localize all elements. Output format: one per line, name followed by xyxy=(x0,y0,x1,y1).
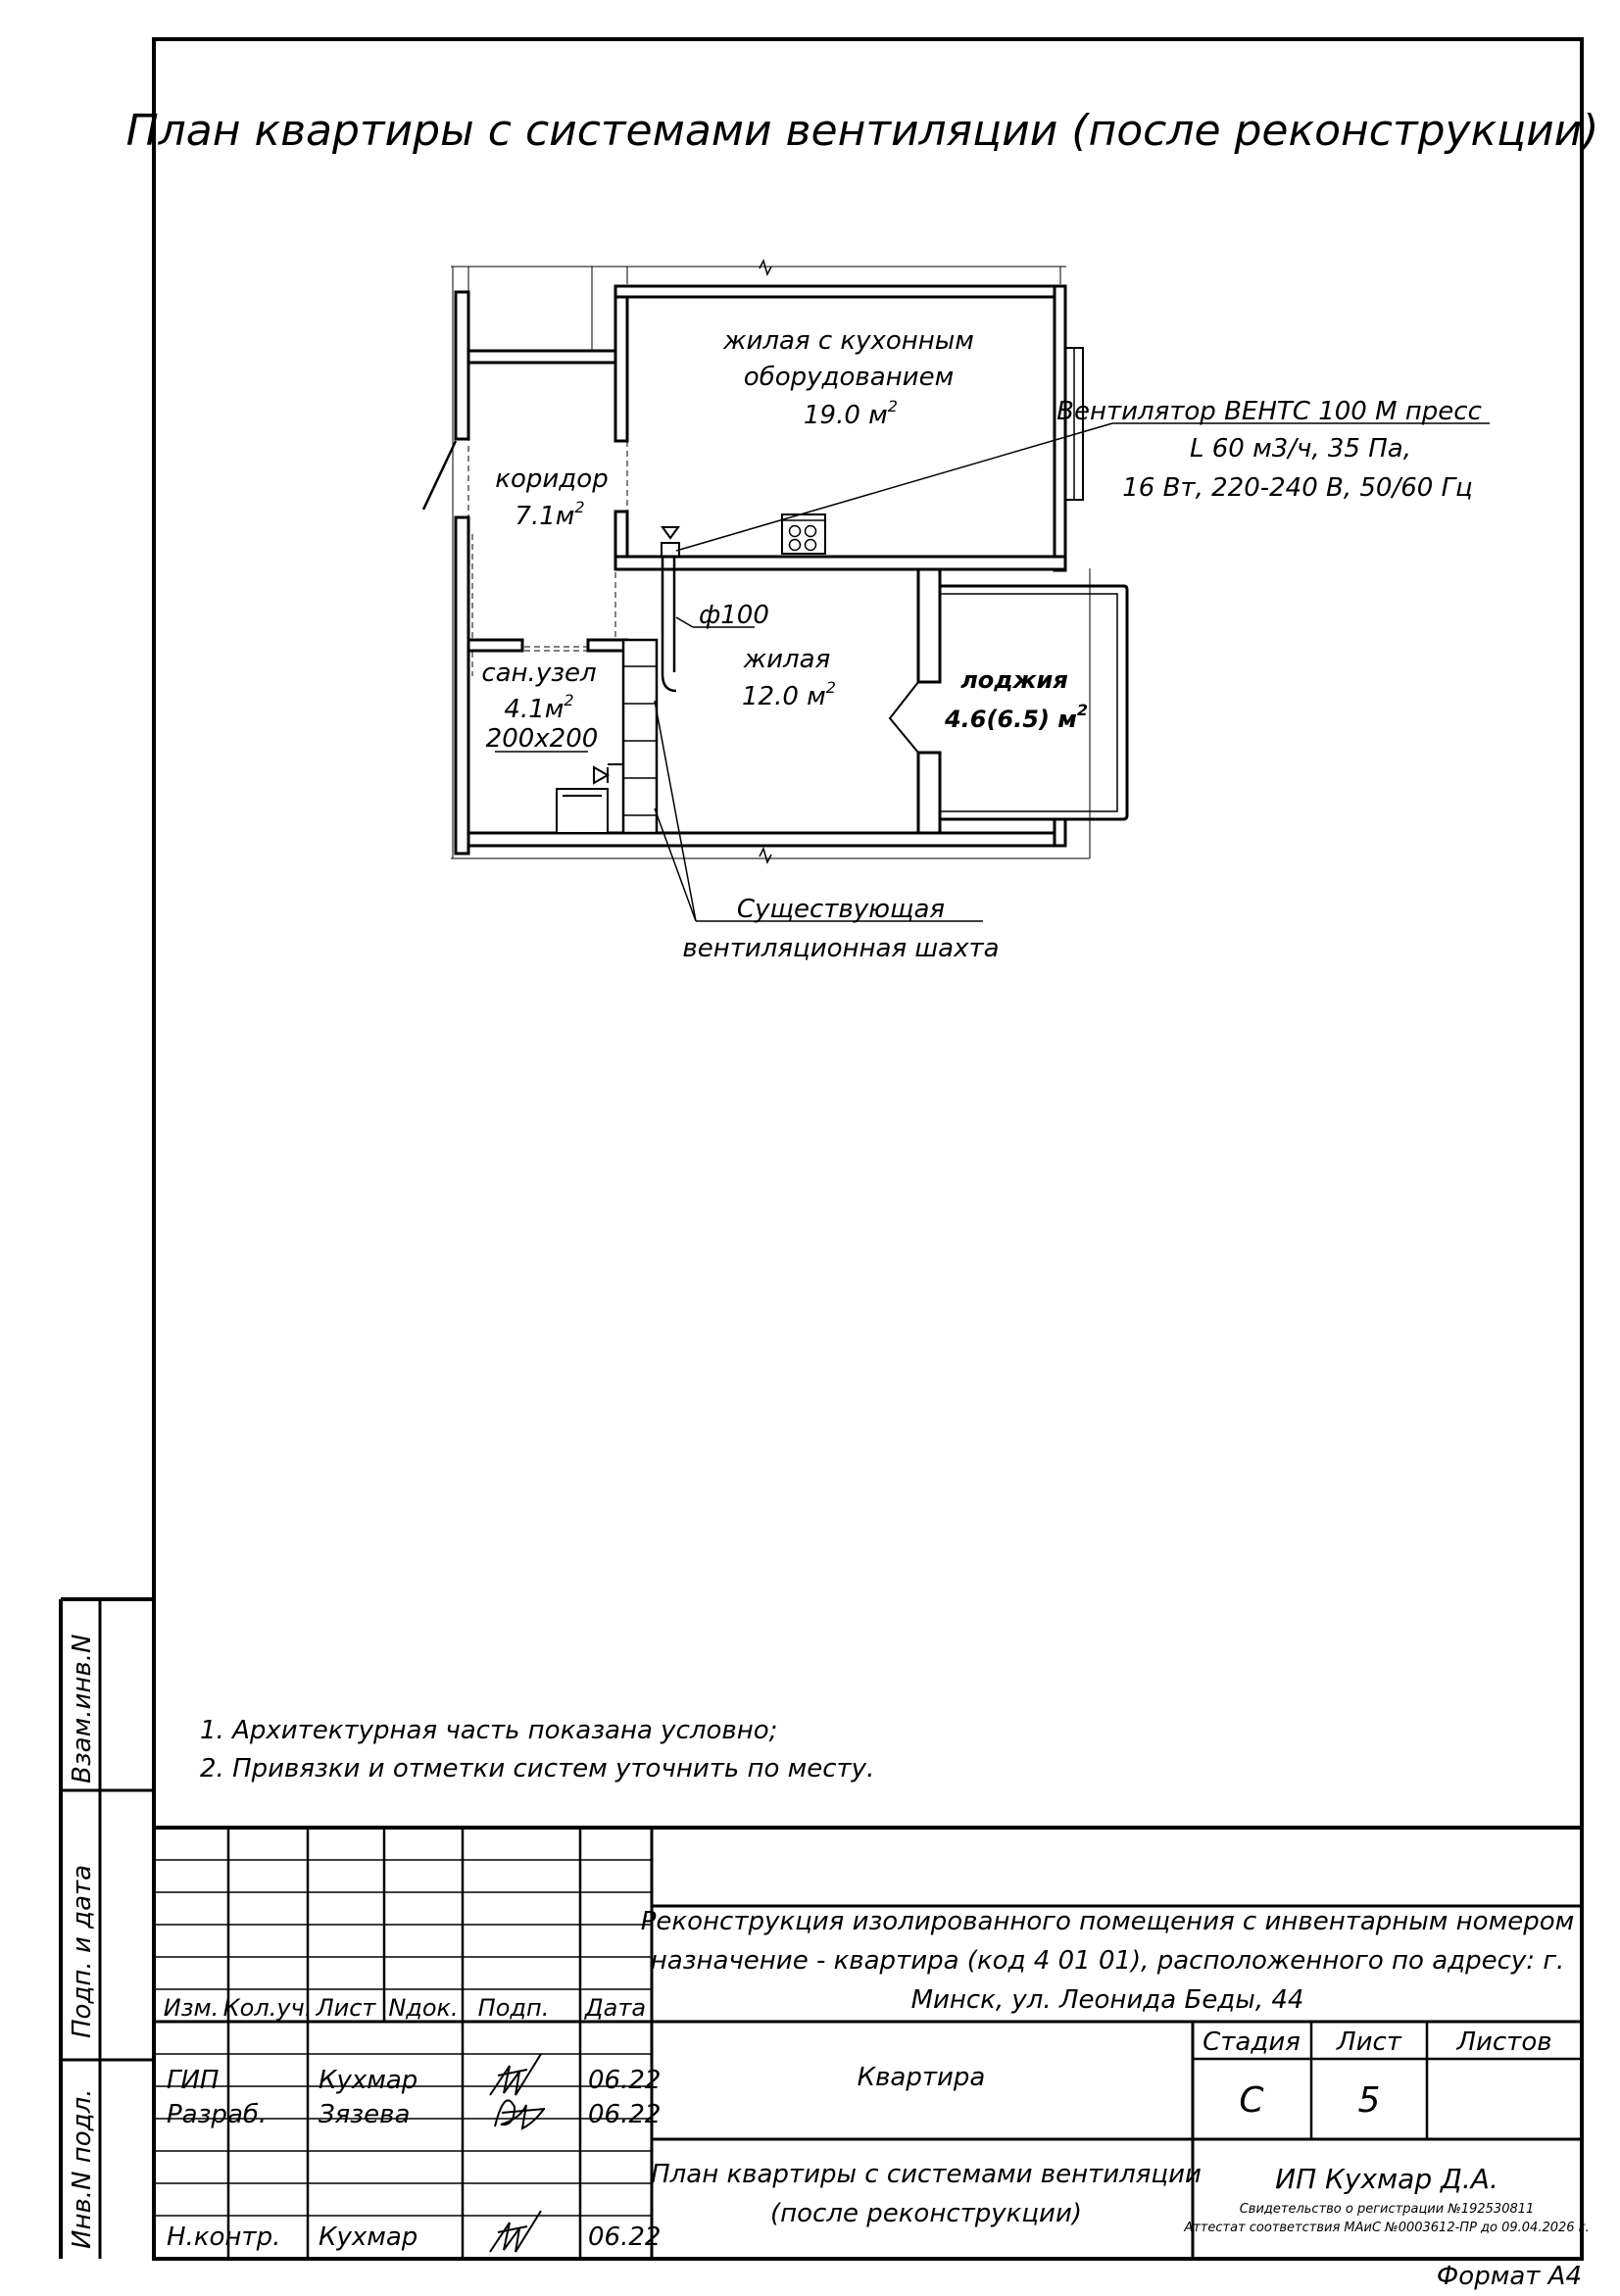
tb-project-line2: назначение - квартира (код 4 01 01), расположенного по адресу: г. xyxy=(650,1946,1565,1976)
room-living-label: жилая xyxy=(743,645,831,674)
signature-nkontr xyxy=(490,2211,541,2252)
signature-razrab xyxy=(495,2100,545,2128)
fan-icon xyxy=(662,527,679,557)
side-stamp-vzam: Взам.инв.N xyxy=(68,1634,97,1783)
room-corridor-area: $7.1м^2$ xyxy=(515,498,585,531)
tb-drawing-line1: План квартиры с системами вентиляции xyxy=(651,2160,1202,2189)
room-living-area: 12.0 $м^2$ xyxy=(742,678,836,711)
tb-project-line1: Реконструкция изолированного помещения с инвентарным номером xyxy=(640,1907,1575,1936)
room-loggia-label: лоджия xyxy=(960,666,1068,694)
tb-company: ИП Кухмар Д.А. xyxy=(1275,2163,1498,2195)
tb-sheet-label: Лист xyxy=(1337,2027,1401,2057)
tb-name-razrab: Зязева xyxy=(319,2100,411,2129)
tb-date-razrab: 06.22 xyxy=(588,2100,662,2129)
page-title: План квартиры с системами вентиляции (после реконструкции) xyxy=(125,106,1599,156)
grille-size: 200х200 xyxy=(485,724,599,754)
note-2: 2. Привязки и отметки систем уточнить по месту. xyxy=(200,1754,875,1783)
tb-role-nkontr: Н.контр. xyxy=(167,2223,281,2252)
tb-header-kol: Кол.уч. xyxy=(222,1994,313,2022)
format-label: Формат А4 xyxy=(1436,2262,1582,2291)
side-stamp-inv: Инв.N подл. xyxy=(68,2088,97,2249)
tb-name-nkontr: Кухмар xyxy=(319,2223,418,2252)
room-bathroom-area: $4.1м^2$ xyxy=(504,691,574,724)
tb-date-nkontr: 06.22 xyxy=(588,2223,662,2252)
grille-icon xyxy=(594,767,608,783)
tb-sheets-label: Листов xyxy=(1456,2027,1552,2057)
fan-callout-line2: L 60 м3/ч, 35 Па, xyxy=(1189,434,1412,464)
room-loggia-area: 4.6(6.5) $м^2$ xyxy=(944,701,1089,733)
shaft-callout-line1: Существующая xyxy=(736,895,946,924)
room-kitchen-area: 19.0 $м^2$ xyxy=(804,397,898,430)
tb-sheet-value: 5 xyxy=(1357,2080,1381,2121)
shaft-callout-line2: вентиляционная шахта xyxy=(682,934,1000,963)
tb-stage-value: С xyxy=(1239,2080,1264,2121)
tb-reg: Свидетельство о регистрации №192530811 xyxy=(1239,2202,1535,2217)
fan-callout-line3: 16 Вт, 220-240 В, 50/60 Гц xyxy=(1122,473,1473,503)
signature-gip xyxy=(490,2054,541,2095)
room-kitchen-line2: оборудованием xyxy=(743,363,955,392)
tb-role-razrab: Разраб. xyxy=(167,2100,268,2129)
tb-header-list: Лист xyxy=(316,1994,376,2022)
tb-header-ndok: Nдок. xyxy=(388,1994,459,2022)
floor-plan xyxy=(423,261,1490,963)
fan-callout-line1: Вентилятор ВЕНТС 100 М пресс xyxy=(1056,397,1482,426)
tb-header-izm: Изм. xyxy=(163,1994,220,2022)
room-bathroom-label: сан.узел xyxy=(481,659,597,688)
tb-stage-label: Стадия xyxy=(1203,2027,1301,2057)
tb-header-data: Дата xyxy=(584,1994,647,2022)
tb-name-gip: Кухмар xyxy=(319,2066,418,2095)
tb-project-line3: Минск, ул. Леонида Беды, 44 xyxy=(910,1985,1304,2015)
room-kitchen-line1: жилая с кухонным xyxy=(723,326,974,356)
tb-cert: Аттестат соответствия МАиС №0003612-ПР до 09.04.2026 г. xyxy=(1184,2221,1590,2235)
side-stamp-podp: Подп. и дата xyxy=(68,1864,97,2038)
room-corridor-label: коридор xyxy=(495,464,609,494)
tb-date-gip: 06.22 xyxy=(588,2066,662,2095)
stove-icon xyxy=(782,514,825,554)
tb-object: Квартира xyxy=(857,2063,986,2092)
note-1: 1. Архитектурная часть показана условно; xyxy=(200,1716,778,1745)
tb-role-gip: ГИП xyxy=(167,2066,220,2095)
tb-header-podp: Подп. xyxy=(477,1994,550,2022)
duct-label: ф100 xyxy=(699,601,769,630)
tb-drawing-line2: (после реконструкции) xyxy=(769,2199,1083,2228)
duct xyxy=(663,557,676,691)
